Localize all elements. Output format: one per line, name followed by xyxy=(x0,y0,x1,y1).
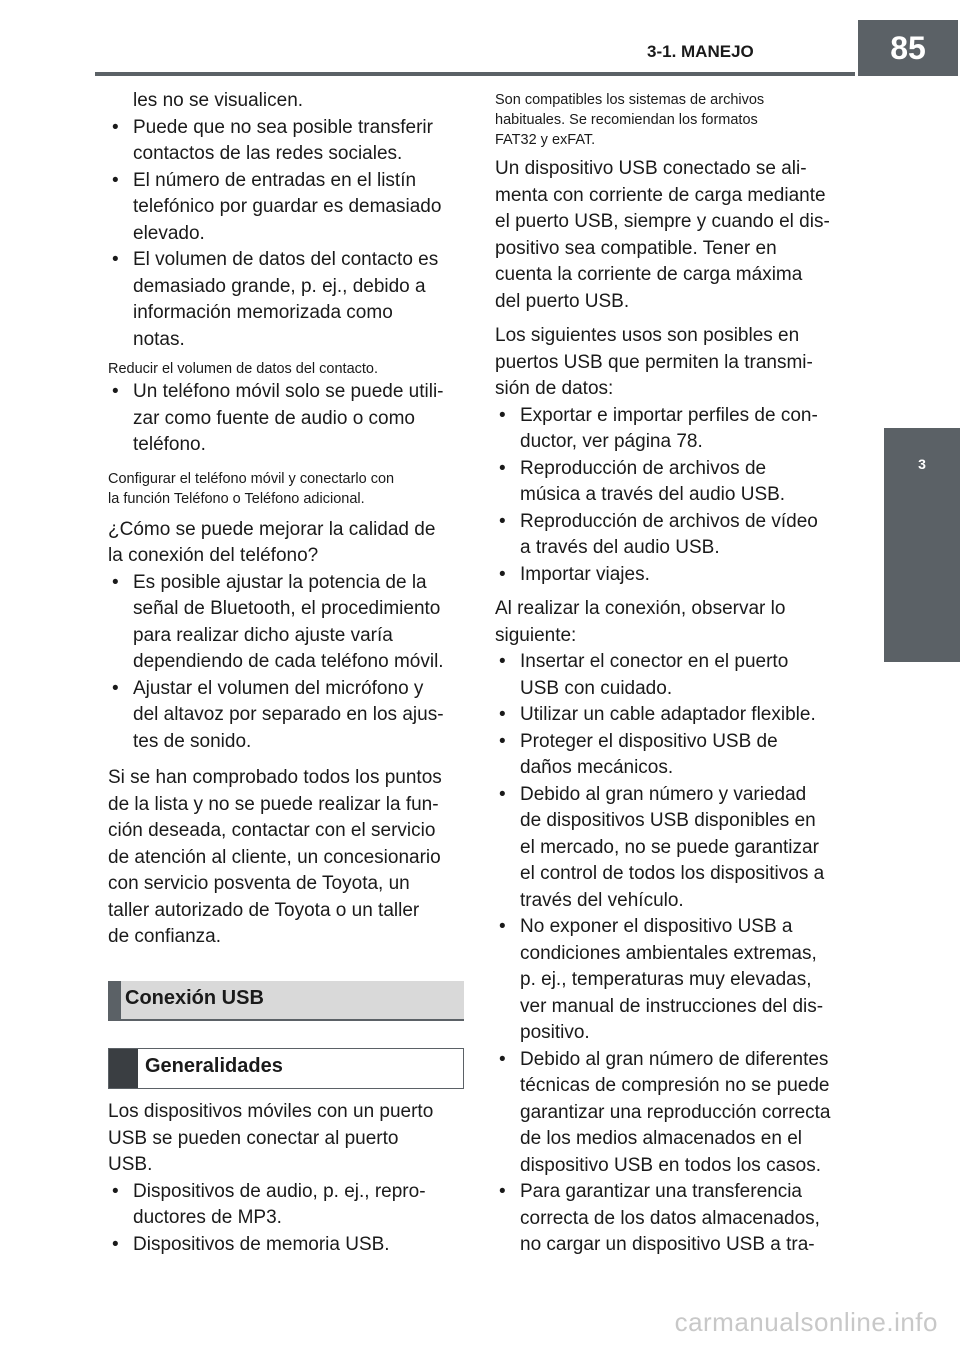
text-line: les no se visualicen. xyxy=(133,90,304,111)
text-line: positivo. xyxy=(520,1022,590,1043)
text-line: de dispositivos USB disponibles en xyxy=(520,810,816,831)
bullet-item: • Utilizar un cable adaptador flexible. xyxy=(495,702,850,729)
text-line: técnicas de compresión no se puede xyxy=(520,1075,830,1096)
bullet-item: • Insertar el conector en el puerto xyxy=(495,649,850,676)
chapter-label-text xyxy=(25,518,55,608)
bullet-item: • Exportar e importar perfiles de con- xyxy=(495,403,850,430)
bullet-item: • Un teléfono móvil solo se puede utili- xyxy=(108,379,464,406)
bullet-item: • Debido al gran número de diferentes xyxy=(495,1047,850,1074)
heading-bar xyxy=(108,981,121,1019)
paragraph-line: del puerto USB. xyxy=(495,290,630,312)
paragraph-line: Si se han comprobado todos los puntos xyxy=(108,767,442,788)
text-line: garantizar una reproducción correcta xyxy=(520,1101,831,1123)
text-line: no cargar un dispositivo USB a tra- xyxy=(520,1234,815,1255)
bullet-item: • Proteger el dispositivo USB de xyxy=(495,729,850,756)
bullet-item: • Importar viajes. xyxy=(495,562,850,589)
text-line: telefónico por guardar es demasiado xyxy=(133,196,442,217)
bullet-item: • Reproducción de archivos de xyxy=(495,456,850,483)
text-line: teléfono. xyxy=(133,434,206,455)
bullet-item: • Ajustar el volumen del micrófono y xyxy=(108,676,464,703)
bullet-item: • Para garantizar una transferencia xyxy=(495,1179,850,1206)
text-line: ductor, ver página 78. xyxy=(520,431,703,452)
paragraph-line: USB se pueden conectar al puerto xyxy=(108,1127,399,1149)
text-line: condiciones ambientales extremas, xyxy=(520,942,817,964)
paragraph-line: con servicio posventa de Toyota, un xyxy=(108,873,410,894)
paragraph-line: menta con corriente de carga mediante xyxy=(495,184,826,206)
text-line: demasiado grande, p. ej., debido a xyxy=(133,275,426,297)
bullet-item: • Debido al gran número y variedad xyxy=(495,782,850,809)
paragraph-line: de la lista y no se puede realizar la fun- xyxy=(108,793,439,815)
paragraph-line: ción deseada, contactar con el servicio xyxy=(108,820,436,841)
chapter-label xyxy=(25,518,55,612)
text-line: a través del audio USB. xyxy=(520,537,720,558)
bullet-item: • Dispositivos de memoria USB. xyxy=(108,1232,464,1259)
text-line: daños mecánicos. xyxy=(520,757,674,778)
right-column xyxy=(495,88,850,1259)
paragraph-line: de confianza. xyxy=(108,926,222,947)
subsection-heading-text: Generalidades xyxy=(145,1055,283,1077)
text-line: dispositivo USB en todos los casos. xyxy=(520,1154,821,1176)
question-line: ¿Cómo se puede mejorar la calidad de xyxy=(108,518,436,540)
watermark: carmanualsonline.info xyxy=(674,1307,938,1337)
paragraph-line: Al realizar la conexión, observar lo xyxy=(495,598,786,619)
paragraph-line: USB. xyxy=(108,1154,153,1175)
text-line: para realizar dicho ajuste varía xyxy=(133,624,393,646)
heading-bar xyxy=(109,1049,138,1088)
text-line: correcta de los datos almacenados, xyxy=(520,1207,820,1229)
page-number: 85 xyxy=(858,20,958,76)
note-text: habituales. Se recomiendan los formatos xyxy=(495,112,758,128)
paragraph-line: el puerto USB, siempre y cuando el dis- xyxy=(495,211,830,232)
text-line: información memorizada como xyxy=(133,302,393,323)
text-line: señal de Bluetooth, el procedimiento xyxy=(133,598,441,619)
text-line: del altavoz por separado en los ajus- xyxy=(133,704,444,725)
bullet-item: • El volumen de datos del contacto es xyxy=(108,247,464,274)
section-title: 3-1. MANEJO xyxy=(647,42,754,61)
bullet-item: • El número de entradas en el listín xyxy=(108,168,464,195)
text-line: el mercado, no se puede garantizar xyxy=(520,836,819,858)
text-line: través del vehículo. xyxy=(520,889,684,911)
bullet-item: • Es posible ajustar la potencia de la xyxy=(108,570,464,597)
text-line: ver manual de instrucciones del dis- xyxy=(520,995,824,1017)
header-rule xyxy=(95,72,855,76)
left-column xyxy=(108,88,464,951)
paragraph-line: sión de datos: xyxy=(495,378,614,399)
question-line: la conexión del teléfono? xyxy=(108,545,319,566)
note-text: Son compatibles los sistemas de archivos xyxy=(495,92,765,108)
paragraph-line: siguiente: xyxy=(495,624,577,646)
text-line: notas. xyxy=(133,328,185,350)
text-line: p. ej., temperaturas muy elevadas, xyxy=(520,969,812,990)
paragraph-line: cuenta la corriente de carga máxima xyxy=(495,264,803,285)
paragraph-line: Los dispositivos móviles con un puerto xyxy=(108,1101,434,1122)
chapter-tab xyxy=(884,428,960,662)
text-line: zar como fuente de audio o como xyxy=(133,407,416,429)
bullet-item: • Dispositivos de audio, p. ej., repro- xyxy=(108,1179,464,1206)
paragraph-line: Un dispositivo USB conectado se ali- xyxy=(495,158,807,179)
paragraph-line: de atención al cliente, un concesionario xyxy=(108,846,441,868)
text-line: dependiendo de cada teléfono móvil. xyxy=(133,651,444,672)
text-line: tes de sonido. xyxy=(133,730,252,752)
text-line: USB con cuidado. xyxy=(520,677,673,699)
subsection-heading-general xyxy=(108,1048,464,1089)
text-line: de los medios almacenados en el xyxy=(520,1128,803,1149)
text-line: contactos de las redes sociales. xyxy=(133,143,403,164)
left-lower-block xyxy=(108,1099,464,1258)
section-heading-usb xyxy=(108,981,464,1021)
note-text: la función Teléfono o Teléfono adicional. xyxy=(108,490,365,507)
text-line: el control de todos los dispositivos a xyxy=(520,863,825,884)
section-heading-text: Conexión USB xyxy=(125,987,264,1009)
paragraph-line: Los siguientes usos son posibles en xyxy=(495,325,800,346)
bullet-item: • No exponer el dispositivo USB a xyxy=(495,914,850,941)
text-line: ductores de MP3. xyxy=(133,1207,282,1228)
text-line: elevado. xyxy=(133,222,205,244)
note-text: Configurar el teléfono móvil y conectarlo con xyxy=(108,470,395,487)
bullet-item: • Reproducción de archivos de vídeo xyxy=(495,509,850,536)
text-line: música a través del audio USB. xyxy=(520,484,786,505)
paragraph-line: puertos USB que permiten la transmi- xyxy=(495,351,813,373)
note-text: Reducir el volumen de datos del contacto. xyxy=(108,361,379,377)
paragraph-line: positivo sea compatible. Tener en xyxy=(495,237,777,259)
bullet-item: • Puede que no sea posible transferir xyxy=(108,115,464,142)
svg-text:MANEJO: MANEJO xyxy=(29,518,46,583)
chapter-number: 3 xyxy=(918,456,926,472)
note-text: FAT32 y exFAT. xyxy=(495,132,596,148)
paragraph-line: taller autorizado de Toyota o un taller xyxy=(108,899,420,921)
